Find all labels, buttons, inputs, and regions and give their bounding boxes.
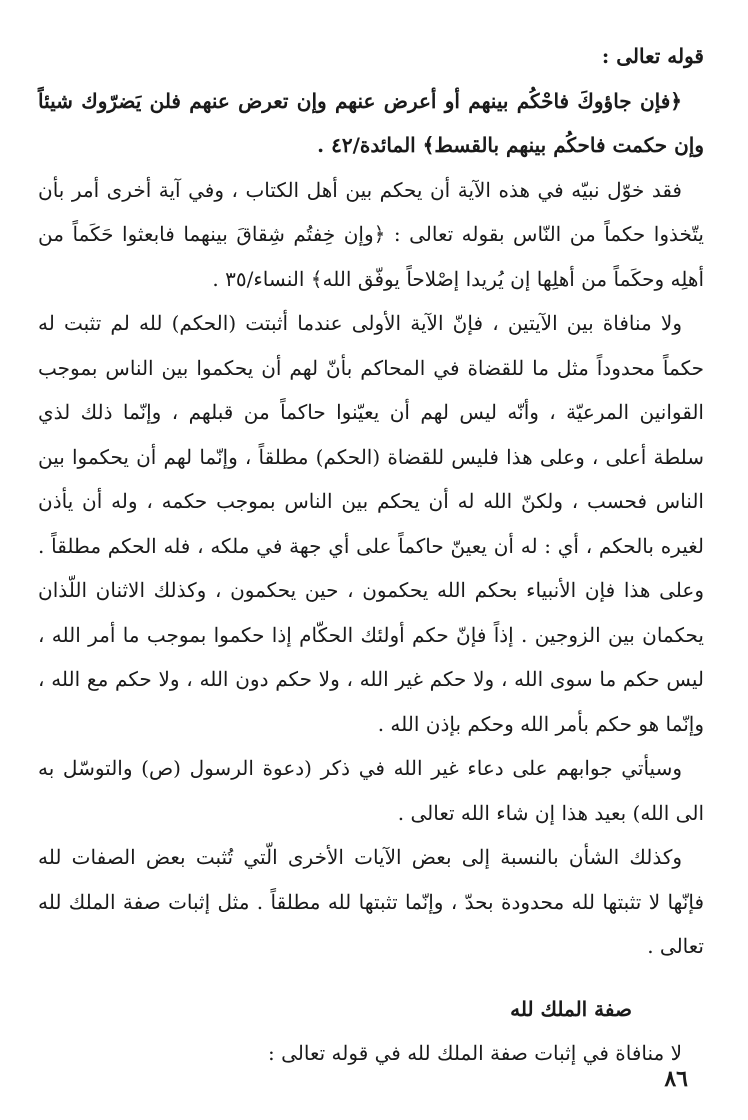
- paragraph-2: ولا منافاة بين الآيتين ، فإنّ الآية الأولى عندما أثبتت (الحكم) لله لم تثبت له حكماً محدوداً مثل ما للقضاة في المحاكم بأنّ لهم أن يحكموا بين الناس بموجب القوانين المرعيّة ، وأنّه ليس لهم أن يعيّنوا حاكماً من قبلهم ، وإنّما ذلك لذي سلطة أعلى ، وعلى هذا فليس للقضاة (الحكم) مطلقاً ، وإنّما لهم أن يحكموا بين الناس فحسب ، ولكنّ الله له أن يحكم بين الناس بموجب حكمه ، وله أن يأذن لغيره بالحكم ، أي : له أن يعينّ حاكماً على أي جهة في ملكه ، فله الحكم مطلقاً . وعلى هذا فإن الأنبياء بحكم الله يحكمون ، حين يحكمون ، وكذلك الاثنان اللّذان يحكمان بين الزوجين . إذاً فإنّ حكم أولئك الحكّام إذا حكموا بموجب ما أمر الله ، ليس حكم ما سوى الله ، ولا حكم غير الله ، ولا حكم دون الله ، ولا حكم مع الله ، وإنّما هو حكم بأمر الله وحكم بإذن الله .: [38, 311, 704, 736]
- closing-line: لا منافاة في إثبات صفة الملك لله في قوله تعالى :: [268, 1041, 682, 1065]
- section-heading: صفة الملك لله: [510, 996, 632, 1021]
- paragraph-1: فقد خوّل نبيّه في هذه الآية أن يحكم بين أهل الكتاب ، وفي آية أخرى أمر بأن يتّخذوا حكماً من النّاس بقوله تعالى : ﴿وإن خِفتُم شِقاقَ بينهما فابعثوا حَكَماً من أهلِه وحكَماً من أهلِها إن يُريدا إصْلاحاً يوفّق الله﴾ النساء/٣٥ .: [38, 177, 704, 291]
- paragraph-4: وكذلك الشأن بالنسبة إلى بعض الآيات الأخرى الّتي تُثبت بعض الصفات لله فإنّها لا تثبتها لله محدودة بحدّ ، وإنّما تثبتها لله مطلقاً . مثل إثبات صفة الملك لله تعالى .: [38, 845, 704, 958]
- quranic-verse-maidah: ﴿فإن جاؤوكَ فاحْكُم بينهم أو أعرض عنهم وإن تعرض عنهم فلن يَضرّوك شيئاً وإن حكمت فاحكُم بينهم بالقسط﴾ المائدة/٤٢ .: [38, 88, 704, 157]
- section-spacer: [38, 969, 704, 987]
- page-number: ٨٦: [664, 1066, 688, 1092]
- paragraph-3: وسيأتي جوابهم على دعاء غير الله في ذكر (دعوة الرسول (ص) والتوسّل به الى الله) بعيد هذا إن شاء الله تعالى .: [38, 756, 704, 825]
- intro-label: قوله تعالى :: [601, 44, 704, 68]
- document-page: [38, 34, 704, 1104]
